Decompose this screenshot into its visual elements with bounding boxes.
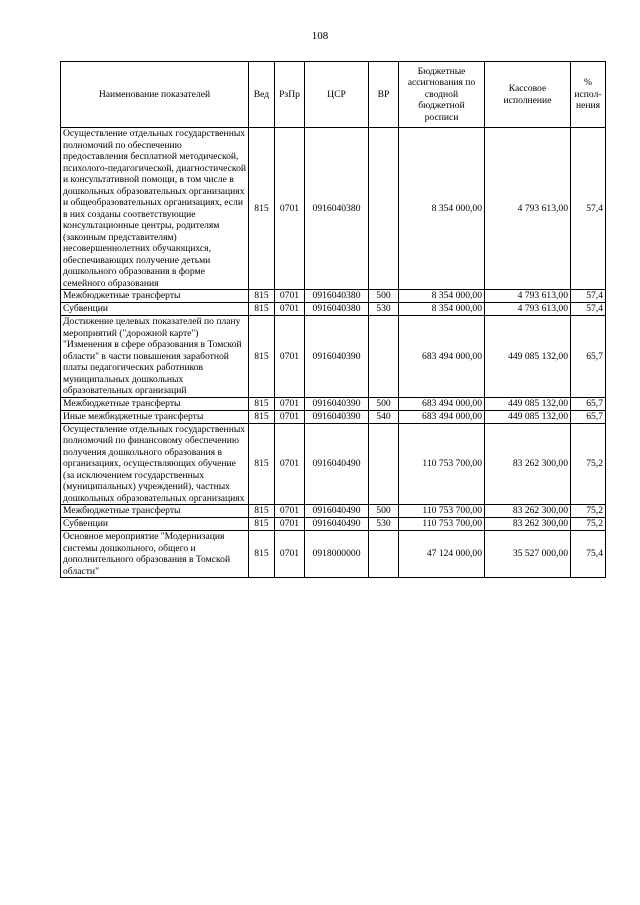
row-pct: 75,4 [571,531,606,578]
row-vr [369,423,399,505]
row-rzpr: 0701 [275,423,305,505]
row-pct: 65,7 [571,410,606,423]
table-row [61,303,606,316]
row-ved: 815 [249,397,275,410]
table-header-row [61,62,606,128]
row-budget: 683 494 000,00 [399,397,485,410]
row-name: Межбюджетные трансферты [61,505,249,518]
budget-execution-table [60,61,606,578]
row-cash: 83 262 300,00 [485,518,571,531]
row-vr: 530 [369,518,399,531]
row-vr [369,316,399,398]
row-vr: 500 [369,397,399,410]
row-budget: 683 494 000,00 [399,316,485,398]
row-rzpr: 0701 [275,531,305,578]
row-ved: 815 [249,505,275,518]
header-ved: Вед [249,62,275,128]
row-ved: 815 [249,290,275,303]
row-budget: 110 753 700,00 [399,505,485,518]
row-pct: 57,4 [571,128,606,290]
row-budget: 8 354 000,00 [399,290,485,303]
row-rzpr: 0701 [275,128,305,290]
row-cash: 449 085 132,00 [485,410,571,423]
row-name: Достижение целевых показателей по плану мероприятий ("дорожной карте") "Изменения в сфере образования в Томской области" в части повышения заработной платы педагогических работников муниципальных дошкольных образовательных организаций [61,316,249,398]
row-vr: 540 [369,410,399,423]
row-vr [369,531,399,578]
row-csr: 0916040380 [305,290,369,303]
row-cash: 449 085 132,00 [485,316,571,398]
row-ved: 815 [249,410,275,423]
row-rzpr: 0701 [275,290,305,303]
header-rzpr: РзПр [275,62,305,128]
row-csr: 0916040490 [305,505,369,518]
row-rzpr: 0701 [275,303,305,316]
row-ved: 815 [249,303,275,316]
row-rzpr: 0701 [275,518,305,531]
table-row [61,531,606,578]
row-cash: 4 793 613,00 [485,128,571,290]
row-cash: 4 793 613,00 [485,290,571,303]
row-csr: 0916040390 [305,410,369,423]
row-vr [369,128,399,290]
row-budget: 110 753 700,00 [399,423,485,505]
row-rzpr: 0701 [275,410,305,423]
row-budget: 683 494 000,00 [399,410,485,423]
row-vr: 530 [369,303,399,316]
row-csr: 0916040390 [305,316,369,398]
table-row [61,290,606,303]
row-pct: 65,7 [571,397,606,410]
row-ved: 815 [249,423,275,505]
table-row [61,316,606,398]
header-budget: Бюджетные ассигнования по сводной бюджетной росписи [399,62,485,128]
row-pct: 57,4 [571,303,606,316]
row-pct: 75,2 [571,505,606,518]
row-pct: 57,4 [571,290,606,303]
row-name: Субвенции [61,303,249,316]
row-budget: 8 354 000,00 [399,128,485,290]
table-row [61,128,606,290]
row-ved: 815 [249,316,275,398]
row-name: Осуществление отдельных государственных полномочий по финансовому обеспечению получения дошкольного образования в организациях, осуществляющих обучение (за исключением государственных (муниципальных) учреждений), частных дошкольных образовательных организациях [61,423,249,505]
row-csr: 0916040490 [305,518,369,531]
row-name: Межбюджетные трансферты [61,397,249,410]
row-cash: 83 262 300,00 [485,505,571,518]
table-row [61,397,606,410]
row-csr: 0916040390 [305,397,369,410]
row-name: Осуществление отдельных государственных полномочий по обеспечению предоставления бесплатной методической, психолого-педагогической, диагностической и консультативной помощи, в том числе в дошкольных образовательных организациях и общеобразовательных организациях, если в них созданы соответствующие консультационные центры, родителям (законным представителям) несовершеннолетних обучающихся, обеспечивающих получение детьми дошкольного образования в форме семейного образования [61,128,249,290]
row-csr: 0918000000 [305,531,369,578]
row-name: Иные межбюджетные трансферты [61,410,249,423]
row-budget: 8 354 000,00 [399,303,485,316]
header-name: Наименование показателей [61,62,249,128]
row-budget: 47 124 000,00 [399,531,485,578]
table-row [61,505,606,518]
row-ved: 815 [249,128,275,290]
row-csr: 0916040380 [305,128,369,290]
row-pct: 75,2 [571,423,606,505]
row-csr: 0916040490 [305,423,369,505]
row-cash: 35 527 000,00 [485,531,571,578]
row-name: Межбюджетные трансферты [61,290,249,303]
row-csr: 0916040380 [305,303,369,316]
table-row [61,410,606,423]
row-budget: 110 753 700,00 [399,518,485,531]
row-ved: 815 [249,531,275,578]
page-number: 108 [311,30,329,42]
header-csr: ЦСР [305,62,369,128]
row-rzpr: 0701 [275,505,305,518]
row-name: Субвенции [61,518,249,531]
row-vr: 500 [369,290,399,303]
header-pct: % испол-нения [571,62,606,128]
row-cash: 4 793 613,00 [485,303,571,316]
table-row [61,518,606,531]
row-ved: 815 [249,518,275,531]
header-vr: ВР [369,62,399,128]
row-name: Основное мероприятие "Модернизация системы дошкольного, общего и дополнительного образования в Томской области" [61,531,249,578]
row-rzpr: 0701 [275,397,305,410]
row-pct: 65,7 [571,316,606,398]
table-row [61,423,606,505]
header-cash: Кассовое исполнение [485,62,571,128]
row-cash: 83 262 300,00 [485,423,571,505]
row-rzpr: 0701 [275,316,305,398]
row-pct: 75,2 [571,518,606,531]
row-cash: 449 085 132,00 [485,397,571,410]
row-vr: 500 [369,505,399,518]
